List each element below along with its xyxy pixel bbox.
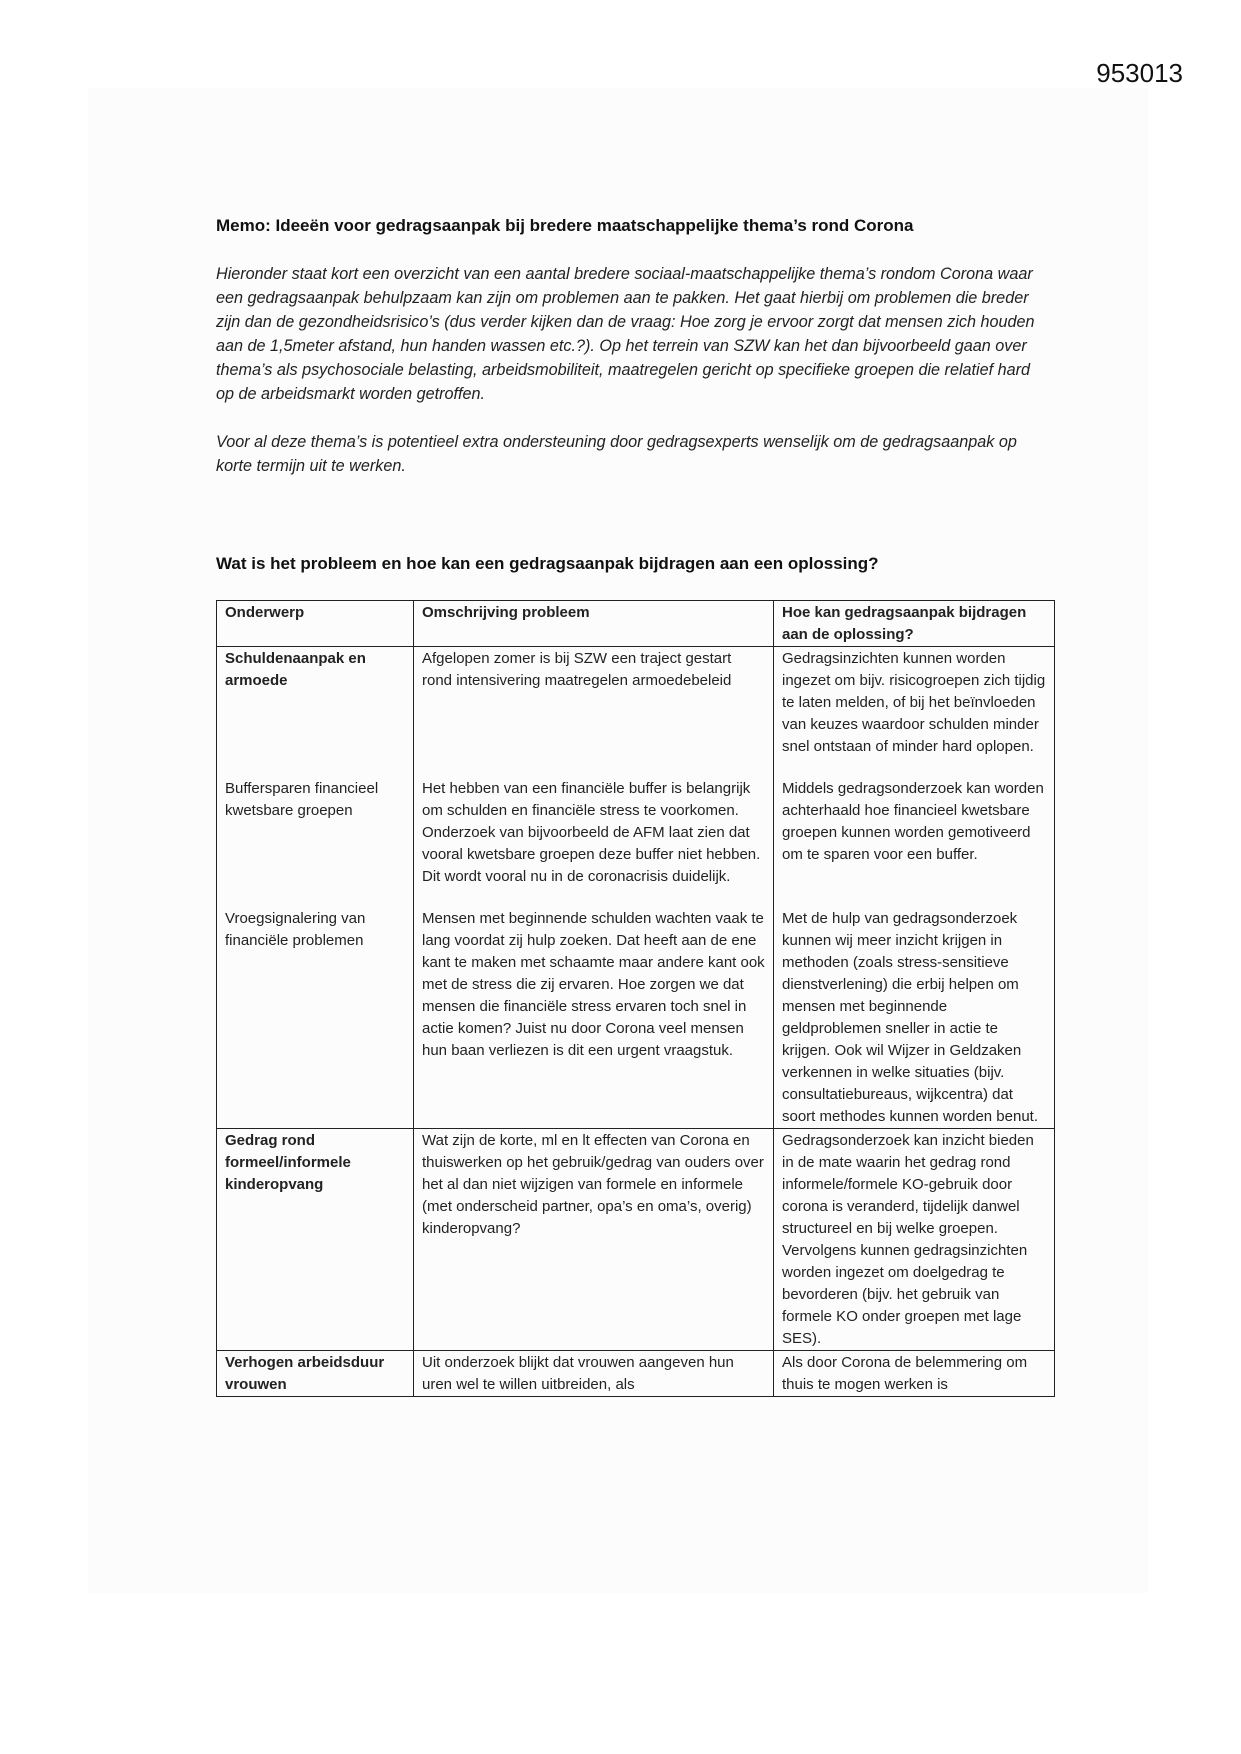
topic-cell: Schuldenaanpak en armoede — [217, 647, 414, 778]
table-row — [217, 1351, 1055, 1397]
column-header-topic: Onderwerp — [217, 601, 414, 647]
table-header-row — [217, 601, 1055, 647]
solution-cell: Met de hulp van gedragsonderzoek kunnen wij meer inzicht krijgen in methoden (zoals stress-sensitieve dienstverlening) die erbij helpen om mensen met beginnende geldproblemen sneller in actie te krijgen. Ook wil Wijzer in Geldzaken verkennen in welke situaties (bijv. consultatiebureaus, wijkcentra) dat soort methodes kunnen worden benut. — [774, 907, 1055, 1129]
problem-cell: Uit onderzoek blijkt dat vrouwen aangeven hun uren wel te willen uitbreiden, als — [414, 1351, 774, 1397]
column-header-problem: Omschrijving probleem — [414, 601, 774, 647]
table-row — [217, 777, 1055, 907]
problem-cell: Het hebben van een financiële buffer is belangrijk om schulden en financiële stress te voorkomen. Onderzoek van bijvoorbeeld de AFM laat zien dat vooral kwetsbare groepen deze buffer niet hebben. Dit wordt vooral nu in de coronacrisis duidelijk. — [414, 777, 774, 907]
problem-cell: Afgelopen zomer is bij SZW een traject gestart rond intensivering maatregelen armoedebeleid — [414, 647, 774, 778]
topic-cell: Gedrag rond formeel/informele kinderopvang — [217, 1129, 414, 1351]
column-header-solution: Hoe kan gedragsaanpak bijdragen aan de oplossing? — [774, 601, 1055, 647]
table-row — [217, 907, 1055, 1129]
topic-cell: Buffersparen financieel kwetsbare groepen — [217, 777, 414, 907]
document-number: 953013 — [1096, 58, 1183, 88]
table-row — [217, 647, 1055, 778]
table-row — [217, 1129, 1055, 1351]
solution-cell: Gedragsonderzoek kan inzicht bieden in de mate waarin het gedrag rond informele/formele KO-gebruik door corona is veranderd, tijdelijk danwel structureel en bij welke groepen. Vervolgens kunnen gedragsinzichten worden ingezet om doelgedrag te bevorderen (bijv. het gebruik van formele KO onder groepen met lage SES). — [774, 1129, 1055, 1351]
intro-paragraph: Voor al deze thema’s is potentieel extra ondersteuning door gedragsexperts wenselijk om de gedragsaanpak op korte termijn uit te werken. — [216, 433, 1017, 475]
topic-cell: Vroegsignalering van financiële problemen — [217, 907, 414, 1129]
solution-cell: Als door Corona de belemmering om thuis te mogen werken is — [774, 1351, 1055, 1397]
memo-title: Memo: Ideeën voor gedragsaanpak bij bredere maatschappelijke thema’s rond Corona — [216, 216, 914, 235]
intro-text — [216, 262, 1036, 502]
intro-paragraph: Hieronder staat kort een overzicht van een aantal bredere sociaal-maatschappelijke thema’s rondom Corona waar een gedragsaanpak behulpzaam kan zijn om problemen aan te pakken. Het gaat hierbij om problemen die breder zijn dan de gezondheidsrisico’s (dus verder kijken dan de vraag: Hoe zorg je ervoor zorgt dat mensen zich houden aan de 1,5meter afstand, hun handen wassen etc.?). Op het terrein van SZW kan het dan bijvoorbeeld gaan over thema’s als psychosociale belasting, arbeidsmobiliteit, maatregelen gericht op specifieke groepen die relatief hard op de arbeidsmarkt worden getroffen. — [216, 265, 1035, 403]
topic-cell: Verhogen arbeidsduur vrouwen — [217, 1351, 414, 1397]
issues-table — [216, 600, 1055, 1397]
problem-cell: Mensen met beginnende schulden wachten vaak te lang voordat zij hulp zoeken. Dat heeft aan de ene kant te maken met schaamte maar andere kant ook met de stress die zij ervaren. Hoe zorgen we dat mensen die financiële stress ervaren toch snel in actie komen? Juist nu door Corona veel mensen hun baan verliezen is dit een urgent vraagstuk. — [414, 907, 774, 1129]
solution-cell: Gedragsinzichten kunnen worden ingezet om bijv. risicogroepen zich tijdig te laten melden, of bij het beïnvloeden van keuzes waardoor schulden minder snel ontstaan of minder hard oplopen. — [774, 647, 1055, 778]
solution-cell: Middels gedragsonderzoek kan worden achterhaald hoe financieel kwetsbare groepen kunnen worden gemotiveerd om te sparen voor een buffer. — [774, 777, 1055, 907]
problem-cell: Wat zijn de korte, ml en lt effecten van Corona en thuiswerken op het gebruik/gedrag van ouders over het al dan niet wijzigen van formele en informele (met onderscheid partner, opa’s en oma’s, overig) kinderopvang? — [414, 1129, 774, 1351]
section-title: Wat is het probleem en hoe kan een gedragsaanpak bijdragen aan een oplossing? — [216, 554, 879, 573]
